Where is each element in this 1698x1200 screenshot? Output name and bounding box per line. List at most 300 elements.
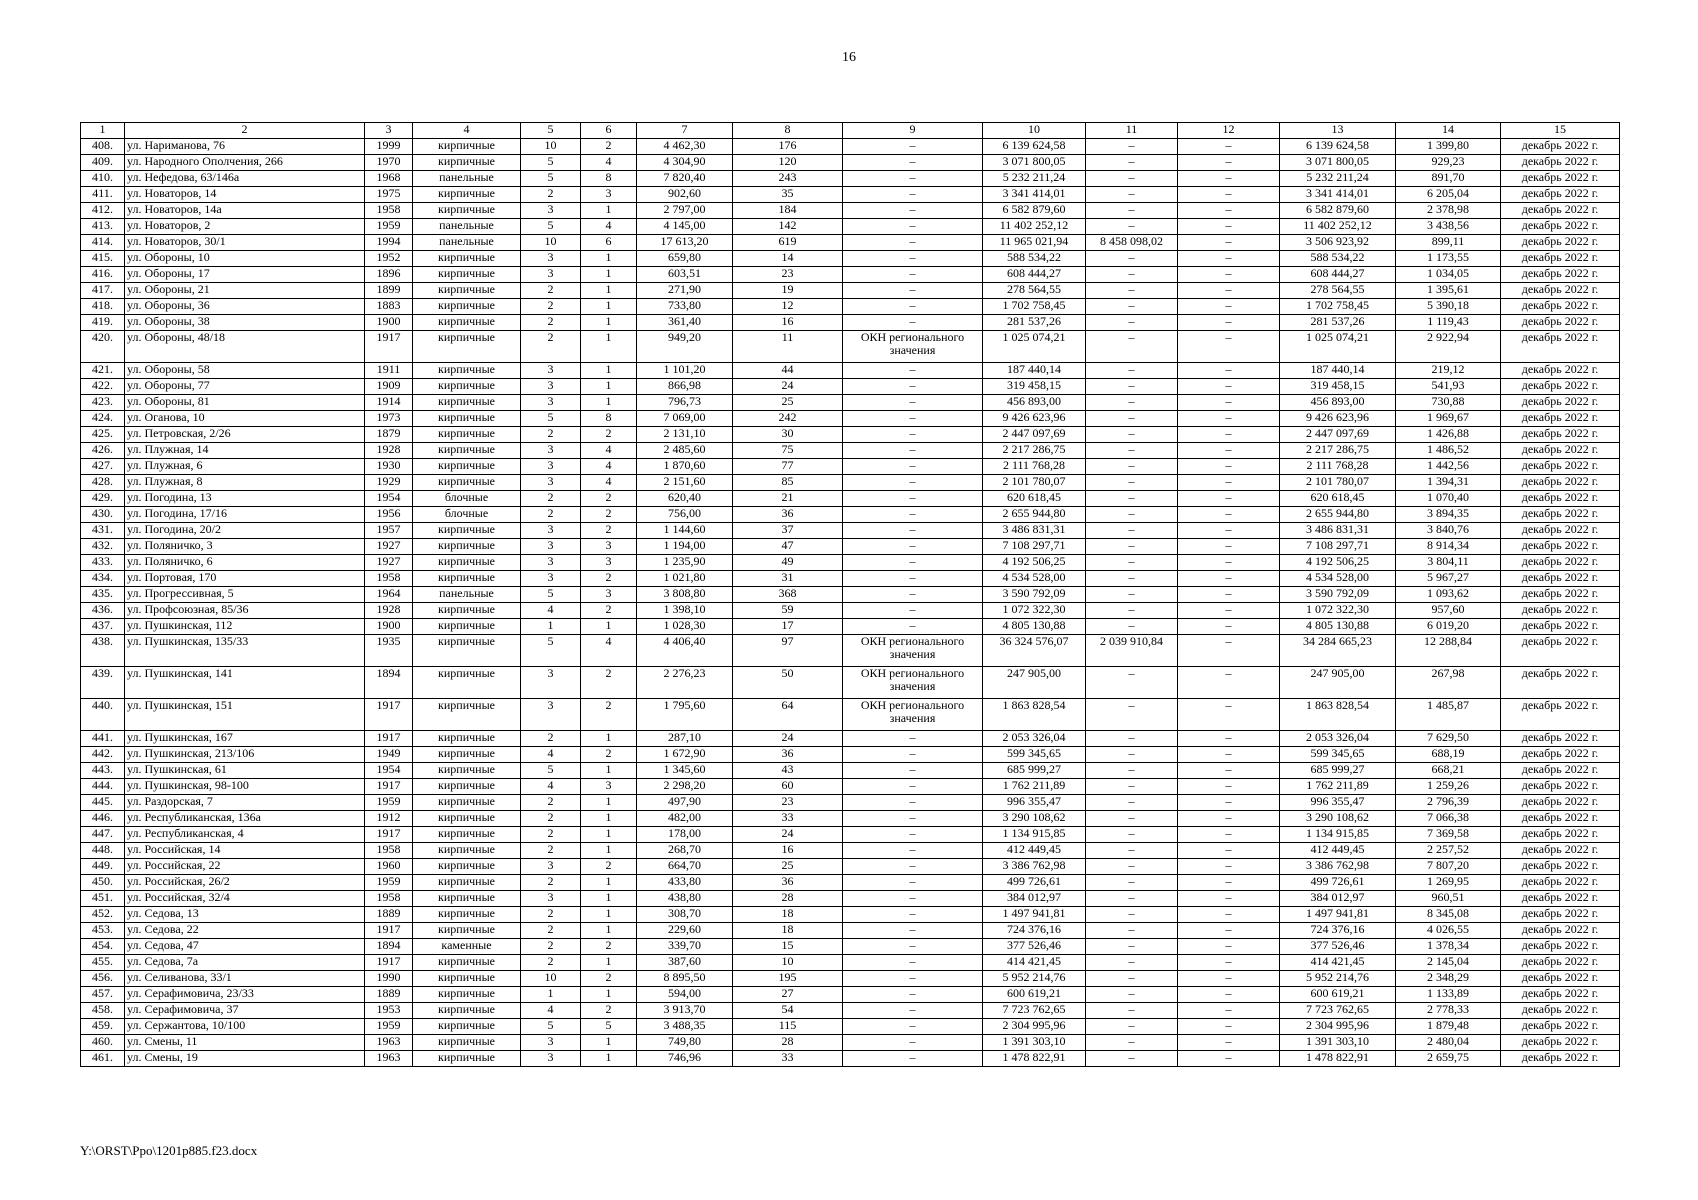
address-cell: ул. Пушкинская, 213/106: [125, 747, 365, 763]
address-cell: ул. Нариманова, 76: [125, 139, 365, 155]
address-cell: ул. Обороны, 77: [125, 379, 365, 395]
year-built-cell: 1927: [365, 539, 413, 555]
total-cost-cell: 3 590 792,09: [983, 587, 1086, 603]
address-cell: ул. Нефедова, 63/146а: [125, 171, 365, 187]
heritage-status-cell: –: [843, 1051, 983, 1067]
residents-cell: 176: [733, 139, 843, 155]
wall-material-cell: кирпичные: [413, 459, 521, 475]
wall-material-cell: кирпичные: [413, 155, 521, 171]
cost-source-11-cell: 8 458 098,02: [1086, 235, 1178, 251]
cost-source-11-cell: –: [1086, 875, 1178, 891]
cost-source-13-cell: 247 905,00: [1280, 667, 1396, 699]
address-cell: ул. Прогрессивная, 5: [125, 587, 365, 603]
wall-material-cell: кирпичные: [413, 539, 521, 555]
residents-cell: 85: [733, 475, 843, 491]
year-built-cell: 1917: [365, 923, 413, 939]
total-area-cell: 756,00: [637, 507, 733, 523]
cost-source-12-cell: –: [1178, 731, 1280, 747]
cost-source-13-cell: 187 440,14: [1280, 363, 1396, 379]
table-row: [81, 411, 1620, 427]
address-cell: ул. Обороны, 38: [125, 315, 365, 331]
cost-source-12-cell: –: [1178, 1003, 1280, 1019]
cost-per-sqm-cell: 7 629,50: [1396, 731, 1501, 747]
floors-cell: 2: [521, 491, 581, 507]
cost-source-11-cell: –: [1086, 411, 1178, 427]
heritage-status-cell: –: [843, 795, 983, 811]
cost-per-sqm-cell: 7 369,58: [1396, 827, 1501, 843]
floors-cell: 10: [521, 971, 581, 987]
year-built-cell: 1900: [365, 315, 413, 331]
entrances-cell: 1: [581, 955, 637, 971]
floors-cell: 3: [521, 555, 581, 571]
cost-source-13-cell: 1 072 322,30: [1280, 603, 1396, 619]
heritage-status-cell: –: [843, 171, 983, 187]
total-area-cell: 2 298,20: [637, 779, 733, 795]
total-area-cell: 3 808,80: [637, 587, 733, 603]
address-cell: ул. Обороны, 10: [125, 251, 365, 267]
residents-cell: 36: [733, 875, 843, 891]
floors-cell: 3: [521, 859, 581, 875]
cost-source-13-cell: 4 192 506,25: [1280, 555, 1396, 571]
table-row: [81, 1019, 1620, 1035]
completion-date-cell: декабрь 2022 г.: [1501, 379, 1620, 395]
row-number-cell: 449.: [81, 859, 125, 875]
total-cost-cell: 3 290 108,62: [983, 811, 1086, 827]
wall-material-cell: кирпичные: [413, 251, 521, 267]
floors-cell: 2: [521, 955, 581, 971]
cost-per-sqm-cell: 2 659,75: [1396, 1051, 1501, 1067]
year-built-cell: 1999: [365, 139, 413, 155]
cost-per-sqm-cell: 668,21: [1396, 763, 1501, 779]
total-cost-cell: 7 723 762,65: [983, 1003, 1086, 1019]
cost-source-13-cell: 1 391 303,10: [1280, 1035, 1396, 1051]
row-number-cell: 448.: [81, 843, 125, 859]
cost-source-12-cell: –: [1178, 219, 1280, 235]
table-row: [81, 555, 1620, 571]
residents-cell: 64: [733, 699, 843, 731]
floors-cell: 2: [521, 939, 581, 955]
residents-cell: 43: [733, 763, 843, 779]
total-cost-cell: 3 341 414,01: [983, 187, 1086, 203]
completion-date-cell: декабрь 2022 г.: [1501, 507, 1620, 523]
total-cost-cell: 1 072 322,30: [983, 603, 1086, 619]
address-cell: ул. Серафимовича, 23/33: [125, 987, 365, 1003]
floors-cell: 2: [521, 299, 581, 315]
year-built-cell: 1928: [365, 603, 413, 619]
residents-cell: 21: [733, 491, 843, 507]
cost-source-12-cell: –: [1178, 955, 1280, 971]
heritage-status-cell: –: [843, 379, 983, 395]
entrances-cell: 1: [581, 395, 637, 411]
residents-cell: 49: [733, 555, 843, 571]
cost-source-11-cell: –: [1086, 443, 1178, 459]
cost-source-12-cell: –: [1178, 747, 1280, 763]
year-built-cell: 1968: [365, 171, 413, 187]
column-number: 11: [1086, 123, 1178, 139]
cost-source-12-cell: –: [1178, 827, 1280, 843]
row-number-cell: 461.: [81, 1051, 125, 1067]
completion-date-cell: декабрь 2022 г.: [1501, 859, 1620, 875]
entrances-cell: 4: [581, 475, 637, 491]
table-row: [81, 587, 1620, 603]
floors-cell: 5: [521, 635, 581, 667]
cost-source-12-cell: –: [1178, 203, 1280, 219]
completion-date-cell: декабрь 2022 г.: [1501, 251, 1620, 267]
cost-source-13-cell: 1 478 822,91: [1280, 1051, 1396, 1067]
cost-source-11-cell: –: [1086, 363, 1178, 379]
table-row: [81, 939, 1620, 955]
entrances-cell: 4: [581, 443, 637, 459]
completion-date-cell: декабрь 2022 г.: [1501, 331, 1620, 363]
address-cell: ул. Республиканская, 4: [125, 827, 365, 843]
year-built-cell: 1917: [365, 331, 413, 363]
heritage-status-cell: –: [843, 507, 983, 523]
heritage-status-cell: –: [843, 763, 983, 779]
floors-cell: 3: [521, 475, 581, 491]
cost-source-13-cell: 3 341 414,01: [1280, 187, 1396, 203]
residents-cell: 11: [733, 331, 843, 363]
table-row: [81, 251, 1620, 267]
total-area-cell: 1 345,60: [637, 763, 733, 779]
cost-source-12-cell: –: [1178, 459, 1280, 475]
total-area-cell: 1 101,20: [637, 363, 733, 379]
total-cost-cell: 247 905,00: [983, 667, 1086, 699]
row-number-cell: 420.: [81, 331, 125, 363]
heritage-status-cell: –: [843, 299, 983, 315]
completion-date-cell: декабрь 2022 г.: [1501, 955, 1620, 971]
address-cell: ул. Пушкинская, 167: [125, 731, 365, 747]
cost-source-11-cell: –: [1086, 811, 1178, 827]
heritage-status-cell: –: [843, 475, 983, 491]
residents-cell: 142: [733, 219, 843, 235]
heritage-status-cell: –: [843, 571, 983, 587]
total-area-cell: 4 304,90: [637, 155, 733, 171]
cost-source-12-cell: –: [1178, 491, 1280, 507]
total-area-cell: 361,40: [637, 315, 733, 331]
completion-date-cell: декабрь 2022 г.: [1501, 219, 1620, 235]
year-built-cell: 1928: [365, 443, 413, 459]
cost-source-11-cell: –: [1086, 491, 1178, 507]
total-cost-cell: 6 582 879,60: [983, 203, 1086, 219]
heritage-status-cell: –: [843, 411, 983, 427]
wall-material-cell: кирпичные: [413, 379, 521, 395]
cost-source-13-cell: 2 655 944,80: [1280, 507, 1396, 523]
entrances-cell: 2: [581, 971, 637, 987]
year-built-cell: 1954: [365, 763, 413, 779]
entrances-cell: 4: [581, 459, 637, 475]
entrances-cell: 2: [581, 603, 637, 619]
residents-cell: 195: [733, 971, 843, 987]
table-row: [81, 747, 1620, 763]
total-cost-cell: 1 762 211,89: [983, 779, 1086, 795]
table-row: [81, 203, 1620, 219]
row-number-cell: 419.: [81, 315, 125, 331]
address-cell: ул. Обороны, 21: [125, 283, 365, 299]
year-built-cell: 1964: [365, 587, 413, 603]
residents-cell: 19: [733, 283, 843, 299]
cost-source-13-cell: 11 402 252,12: [1280, 219, 1396, 235]
column-number: 5: [521, 123, 581, 139]
entrances-cell: 1: [581, 251, 637, 267]
table-row: [81, 827, 1620, 843]
year-built-cell: 1956: [365, 507, 413, 523]
residents-cell: 25: [733, 395, 843, 411]
table-row: [81, 171, 1620, 187]
cost-source-13-cell: 7 108 297,71: [1280, 539, 1396, 555]
entrances-cell: 2: [581, 523, 637, 539]
year-built-cell: 1963: [365, 1035, 413, 1051]
wall-material-cell: кирпичные: [413, 955, 521, 971]
address-cell: ул. Новаторов, 14а: [125, 203, 365, 219]
entrances-cell: 1: [581, 923, 637, 939]
completion-date-cell: декабрь 2022 г.: [1501, 267, 1620, 283]
year-built-cell: 1952: [365, 251, 413, 267]
year-built-cell: 1929: [365, 475, 413, 491]
cost-per-sqm-cell: 688,19: [1396, 747, 1501, 763]
total-area-cell: 287,10: [637, 731, 733, 747]
address-cell: ул. Погодина, 17/16: [125, 507, 365, 523]
completion-date-cell: декабрь 2022 г.: [1501, 571, 1620, 587]
cost-source-13-cell: 599 345,65: [1280, 747, 1396, 763]
address-cell: ул. Седова, 7а: [125, 955, 365, 971]
cost-source-12-cell: –: [1178, 571, 1280, 587]
address-cell: ул. Серафимовича, 37: [125, 1003, 365, 1019]
heritage-status-cell: –: [843, 443, 983, 459]
total-area-cell: 1 795,60: [637, 699, 733, 731]
total-cost-cell: 2 217 286,75: [983, 443, 1086, 459]
row-number-cell: 409.: [81, 155, 125, 171]
cost-source-12-cell: –: [1178, 331, 1280, 363]
total-cost-cell: 1 134 915,85: [983, 827, 1086, 843]
wall-material-cell: панельные: [413, 171, 521, 187]
entrances-cell: 2: [581, 939, 637, 955]
total-area-cell: 339,70: [637, 939, 733, 955]
total-area-cell: 664,70: [637, 859, 733, 875]
completion-date-cell: декабрь 2022 г.: [1501, 523, 1620, 539]
total-area-cell: 1 870,60: [637, 459, 733, 475]
residents-cell: 36: [733, 507, 843, 523]
row-number-cell: 431.: [81, 523, 125, 539]
floors-cell: 5: [521, 171, 581, 187]
cost-source-12-cell: –: [1178, 523, 1280, 539]
entrances-cell: 1: [581, 299, 637, 315]
cost-source-12-cell: –: [1178, 283, 1280, 299]
year-built-cell: 1959: [365, 795, 413, 811]
floors-cell: 2: [521, 507, 581, 523]
table-row: [81, 619, 1620, 635]
completion-date-cell: декабрь 2022 г.: [1501, 923, 1620, 939]
floors-cell: 5: [521, 219, 581, 235]
wall-material-cell: кирпичные: [413, 827, 521, 843]
residents-cell: 47: [733, 539, 843, 555]
row-number-cell: 456.: [81, 971, 125, 987]
residents-cell: 97: [733, 635, 843, 667]
entrances-cell: 1: [581, 987, 637, 1003]
cost-per-sqm-cell: 12 288,84: [1396, 635, 1501, 667]
cost-source-11-cell: –: [1086, 571, 1178, 587]
entrances-cell: 1: [581, 827, 637, 843]
completion-date-cell: декабрь 2022 г.: [1501, 811, 1620, 827]
address-cell: ул. Сержантова, 10/100: [125, 1019, 365, 1035]
cost-source-13-cell: 5 232 211,24: [1280, 171, 1396, 187]
cost-source-11-cell: –: [1086, 955, 1178, 971]
completion-date-cell: декабрь 2022 г.: [1501, 795, 1620, 811]
wall-material-cell: кирпичные: [413, 395, 521, 411]
cost-per-sqm-cell: 1 442,56: [1396, 459, 1501, 475]
address-cell: ул. Республиканская, 136а: [125, 811, 365, 827]
total-area-cell: 4 406,40: [637, 635, 733, 667]
cost-source-13-cell: 278 564,55: [1280, 283, 1396, 299]
floors-cell: 2: [521, 907, 581, 923]
cost-source-12-cell: –: [1178, 971, 1280, 987]
total-cost-cell: 499 726,61: [983, 875, 1086, 891]
total-cost-cell: 7 108 297,71: [983, 539, 1086, 555]
entrances-cell: 1: [581, 315, 637, 331]
wall-material-cell: кирпичные: [413, 1019, 521, 1035]
address-cell: ул. Оганова, 10: [125, 411, 365, 427]
wall-material-cell: кирпичные: [413, 795, 521, 811]
heritage-status-cell: –: [843, 459, 983, 475]
row-number-cell: 430.: [81, 507, 125, 523]
floors-cell: 2: [521, 827, 581, 843]
entrances-cell: 6: [581, 235, 637, 251]
wall-material-cell: кирпичные: [413, 699, 521, 731]
cost-source-12-cell: –: [1178, 891, 1280, 907]
residents-cell: 23: [733, 267, 843, 283]
entrances-cell: 1: [581, 731, 637, 747]
cost-source-13-cell: 608 444,27: [1280, 267, 1396, 283]
cost-source-11-cell: –: [1086, 555, 1178, 571]
entrances-cell: 1: [581, 363, 637, 379]
row-number-cell: 417.: [81, 283, 125, 299]
total-cost-cell: 36 324 576,07: [983, 635, 1086, 667]
cost-per-sqm-cell: 5 967,27: [1396, 571, 1501, 587]
year-built-cell: 1911: [365, 363, 413, 379]
total-area-cell: 902,60: [637, 187, 733, 203]
table-row: [81, 1051, 1620, 1067]
year-built-cell: 1899: [365, 283, 413, 299]
address-cell: ул. Погодина, 13: [125, 491, 365, 507]
floors-cell: 5: [521, 155, 581, 171]
cost-per-sqm-cell: 1 259,26: [1396, 779, 1501, 795]
cost-per-sqm-cell: 2 778,33: [1396, 1003, 1501, 1019]
cost-source-13-cell: 1 762 211,89: [1280, 779, 1396, 795]
column-number: 1: [81, 123, 125, 139]
row-number-cell: 438.: [81, 635, 125, 667]
completion-date-cell: декабрь 2022 г.: [1501, 1051, 1620, 1067]
address-cell: ул. Российская, 26/2: [125, 875, 365, 891]
cost-source-13-cell: 3 290 108,62: [1280, 811, 1396, 827]
residents-cell: 16: [733, 315, 843, 331]
row-number-cell: 418.: [81, 299, 125, 315]
entrances-cell: 2: [581, 747, 637, 763]
table-row: [81, 811, 1620, 827]
address-cell: ул. Российская, 22: [125, 859, 365, 875]
total-cost-cell: 2 101 780,07: [983, 475, 1086, 491]
column-number-row: [81, 123, 1620, 139]
entrances-cell: 1: [581, 1051, 637, 1067]
residents-cell: 14: [733, 251, 843, 267]
table-row: [81, 955, 1620, 971]
total-cost-cell: 4 534 528,00: [983, 571, 1086, 587]
cost-per-sqm-cell: 3 438,56: [1396, 219, 1501, 235]
cost-source-12-cell: –: [1178, 379, 1280, 395]
row-number-cell: 439.: [81, 667, 125, 699]
residents-cell: 35: [733, 187, 843, 203]
completion-date-cell: декабрь 2022 г.: [1501, 731, 1620, 747]
cost-per-sqm-cell: 3 840,76: [1396, 523, 1501, 539]
year-built-cell: 1958: [365, 571, 413, 587]
residents-cell: 15: [733, 939, 843, 955]
address-cell: ул. Профсоюзная, 85/36: [125, 603, 365, 619]
heritage-status-cell: –: [843, 203, 983, 219]
cost-source-13-cell: 1 702 758,45: [1280, 299, 1396, 315]
entrances-cell: 1: [581, 379, 637, 395]
residents-cell: 33: [733, 1051, 843, 1067]
floors-cell: 3: [521, 539, 581, 555]
cost-source-13-cell: 412 449,45: [1280, 843, 1396, 859]
entrances-cell: 2: [581, 667, 637, 699]
floors-cell: 5: [521, 763, 581, 779]
residents-cell: 31: [733, 571, 843, 587]
table-row: [81, 363, 1620, 379]
cost-source-12-cell: –: [1178, 187, 1280, 203]
total-cost-cell: 5 952 214,76: [983, 971, 1086, 987]
cost-source-11-cell: –: [1086, 619, 1178, 635]
entrances-cell: 1: [581, 331, 637, 363]
year-built-cell: 1960: [365, 859, 413, 875]
table-row: [81, 763, 1620, 779]
total-cost-cell: 4 192 506,25: [983, 555, 1086, 571]
address-cell: ул. Плужная, 14: [125, 443, 365, 459]
wall-material-cell: кирпичные: [413, 187, 521, 203]
total-area-cell: 438,80: [637, 891, 733, 907]
completion-date-cell: декабрь 2022 г.: [1501, 443, 1620, 459]
residents-cell: 28: [733, 1035, 843, 1051]
cost-source-12-cell: –: [1178, 315, 1280, 331]
total-area-cell: 1 144,60: [637, 523, 733, 539]
year-built-cell: 1957: [365, 523, 413, 539]
year-built-cell: 1917: [365, 699, 413, 731]
cost-source-12-cell: –: [1178, 171, 1280, 187]
cost-source-11-cell: –: [1086, 251, 1178, 267]
cost-source-13-cell: 5 952 214,76: [1280, 971, 1396, 987]
completion-date-cell: декабрь 2022 г.: [1501, 139, 1620, 155]
total-cost-cell: 414 421,45: [983, 955, 1086, 971]
entrances-cell: 3: [581, 187, 637, 203]
table-row: [81, 667, 1620, 699]
entrances-cell: 1: [581, 907, 637, 923]
residents-cell: 17: [733, 619, 843, 635]
completion-date-cell: декабрь 2022 г.: [1501, 827, 1620, 843]
cost-source-12-cell: –: [1178, 811, 1280, 827]
year-built-cell: 1883: [365, 299, 413, 315]
cost-per-sqm-cell: 3 894,35: [1396, 507, 1501, 523]
cost-source-11-cell: –: [1086, 907, 1178, 923]
entrances-cell: 2: [581, 139, 637, 155]
heritage-status-cell: –: [843, 539, 983, 555]
wall-material-cell: кирпичные: [413, 475, 521, 491]
heritage-status-cell: ОКН регионального значения: [843, 699, 983, 731]
cost-source-13-cell: 3 506 923,92: [1280, 235, 1396, 251]
wall-material-cell: кирпичные: [413, 731, 521, 747]
wall-material-cell: кирпичные: [413, 1003, 521, 1019]
row-number-cell: 414.: [81, 235, 125, 251]
total-area-cell: 7 820,40: [637, 171, 733, 187]
wall-material-cell: панельные: [413, 235, 521, 251]
cost-per-sqm-cell: 2 257,52: [1396, 843, 1501, 859]
total-area-cell: 8 895,50: [637, 971, 733, 987]
